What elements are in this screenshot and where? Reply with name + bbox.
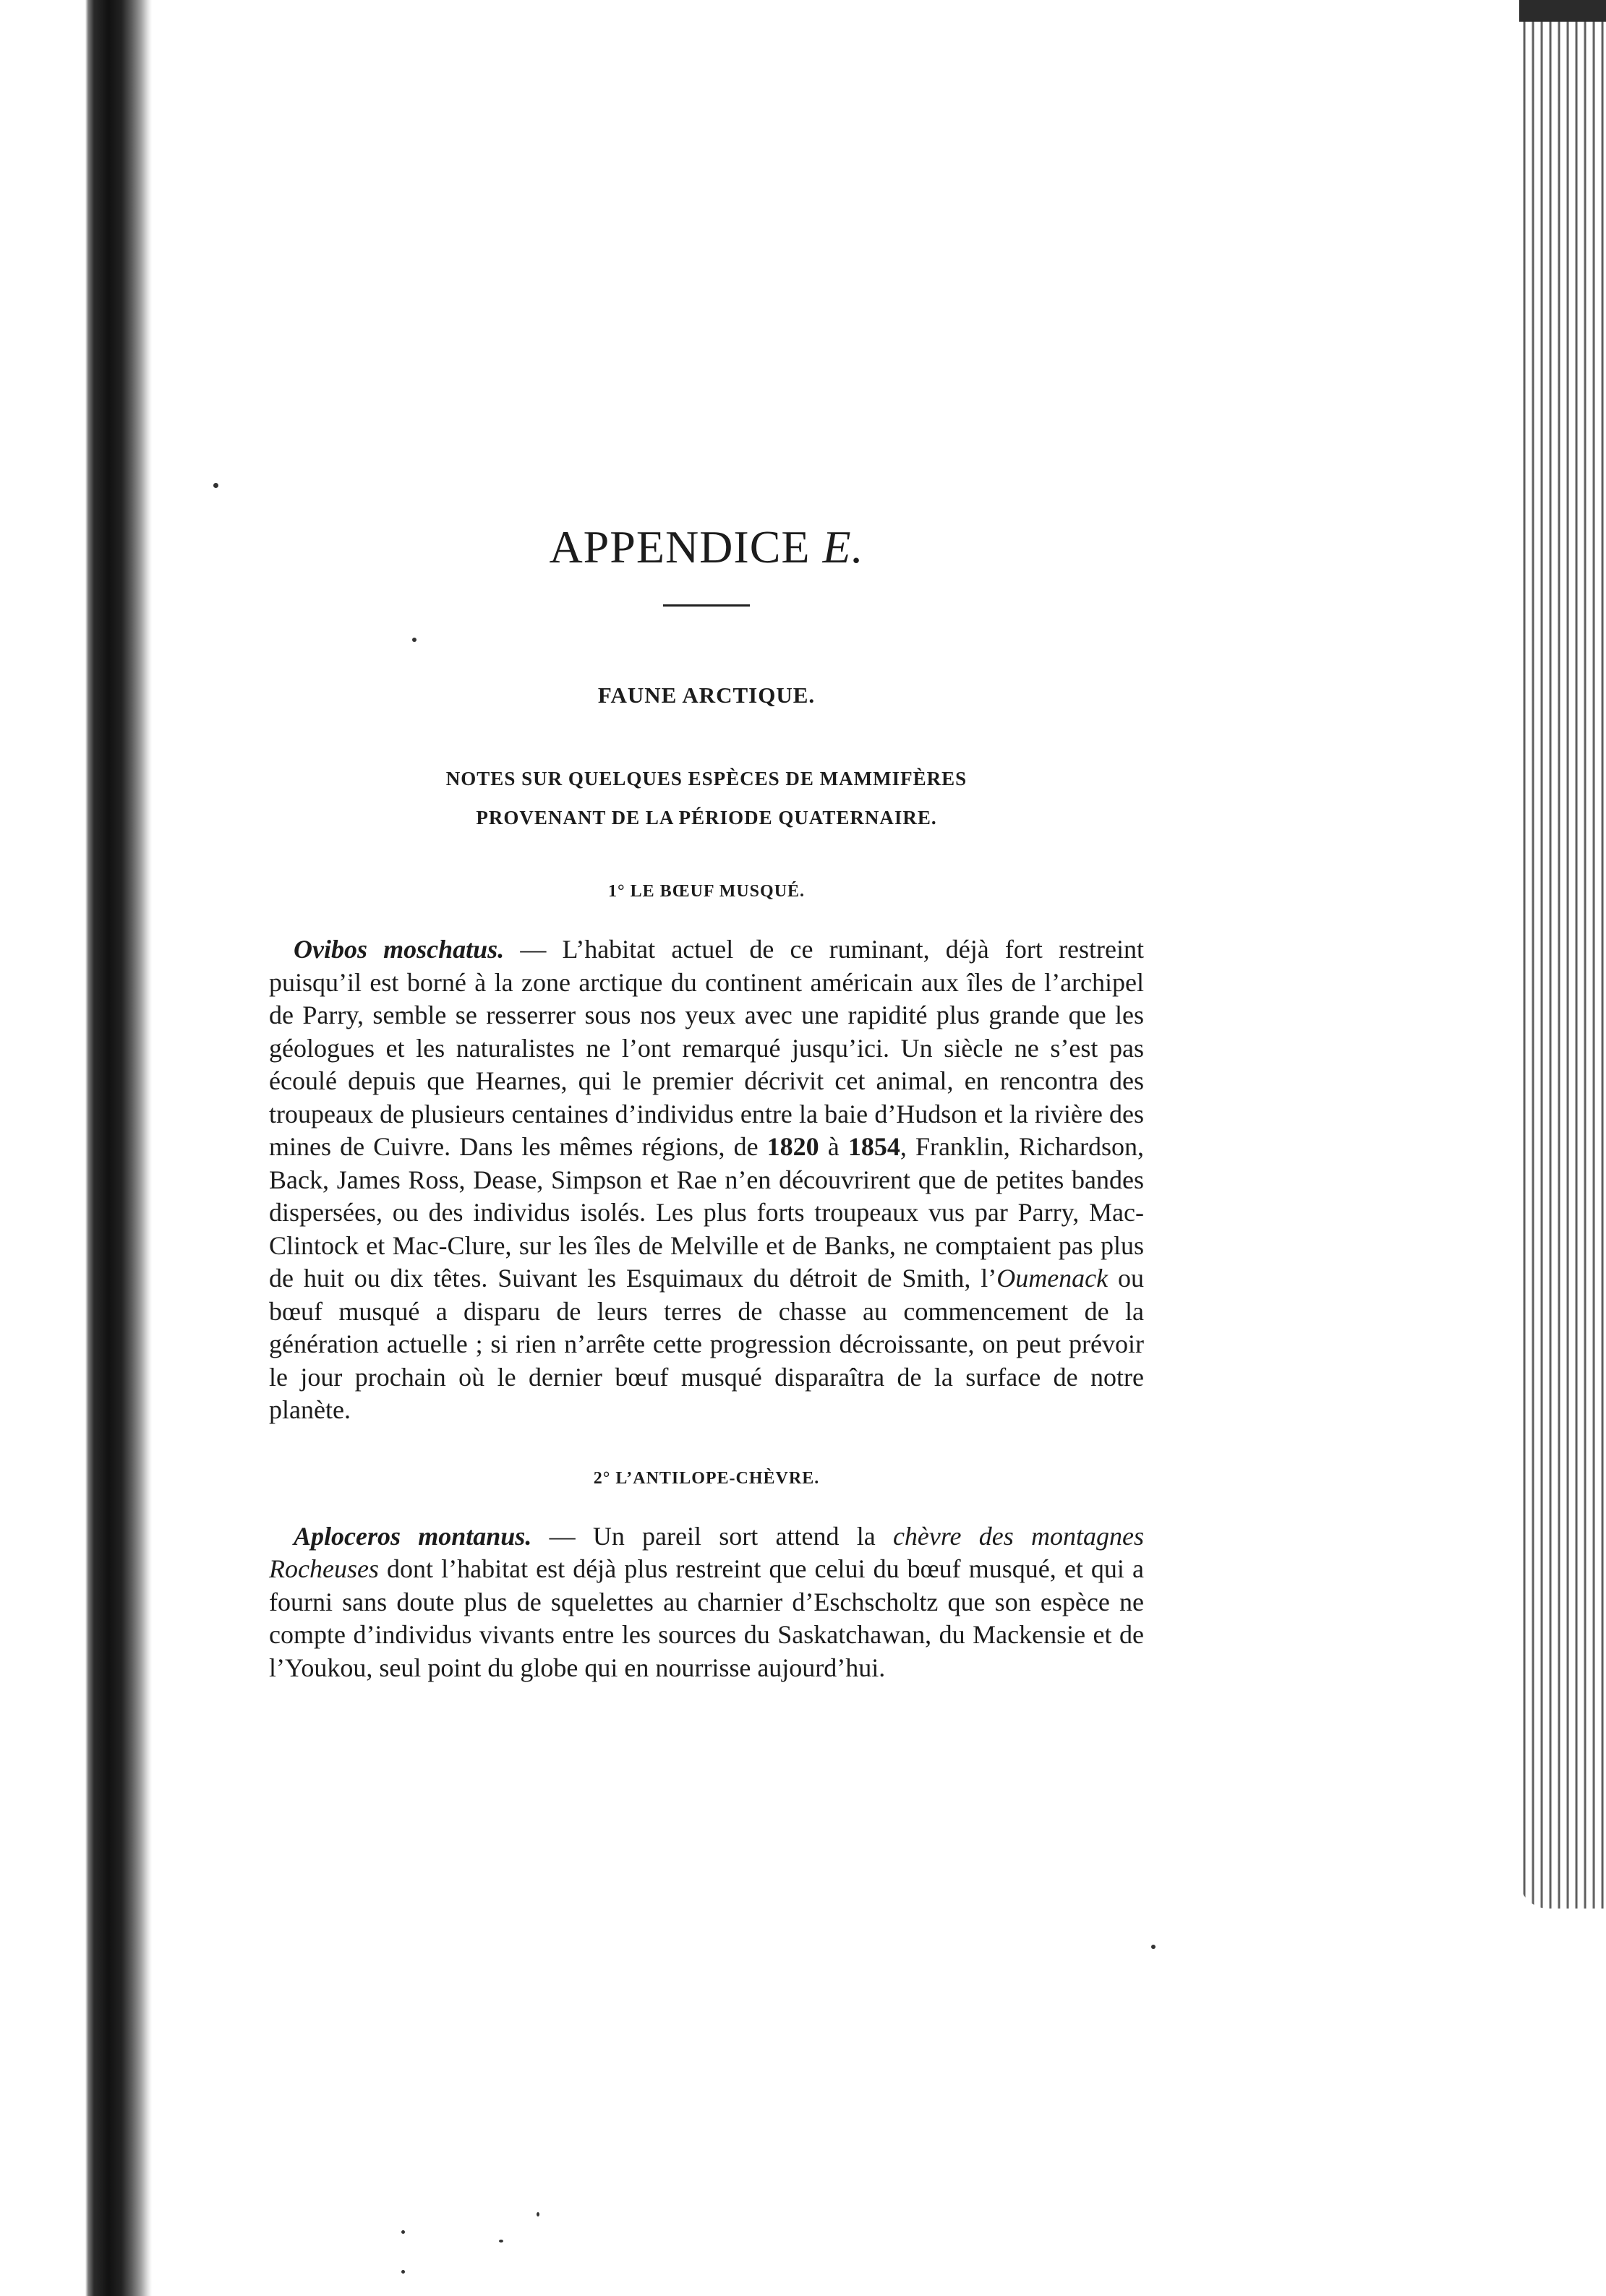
paragraph-1-term: Oumenack	[996, 1264, 1109, 1293]
scan-speck	[412, 638, 417, 642]
paragraph-2-term: chèvre des montagnes Rocheuses	[269, 1521, 1144, 1583]
title-rule	[663, 604, 750, 607]
paragraph-1-text-d: ou bœuf musqué a disparu de leurs terres de chasse au commencement de la génération actuelle ; si rien n’arrête cette progression décroissante, on peut prévoir le jour prochain où le dernier bœuf musqué disparaîtra de la surface de notre planète.	[269, 1264, 1144, 1424]
paragraph-1-text-a: — L’habitat actuel de ce ruminant, déjà fort restreint puisqu’il est borné à la zone arctique du continent américain aux îles de l’archipel de Parry, semble se resserrer sous nos yeux avec une rapidité plus grande que les géologues et les naturalistes ne l’ont remarqué jusqu’ici. Un siècle ne s’est pas écoulé depuis que Hearnes, qui le premier décrivit cet animal, en rencontra des troupeaux de plusieurs centaines d’individus entre la baie d’Hudson et la rivière des mines de Cuivre. Dans les mêmes régions, de	[269, 935, 1144, 1161]
paragraph-2-text-b: dont l’habitat est déjà plus restreint que celui du bœuf musqué, et qui a fourni sans doute plus de squelettes au charnier d’Eschscholtz que son espèce ne compte d’individus vivants entre les sources du Saskatchawan, du Mackensie et de l’Youkou, seul point du globe qui en nourrisse aujourd’hui.	[269, 1554, 1144, 1682]
scan-speck	[213, 483, 218, 488]
scan-speck	[401, 2230, 405, 2234]
section-1-number: 1°	[607, 882, 625, 901]
notes-heading	[269, 759, 1144, 837]
section-1-title: LE BŒUF MUSQUÉ.	[630, 882, 806, 901]
appendix-prefix: APPENDICE	[549, 521, 811, 573]
binding-gutter	[0, 0, 152, 2296]
paragraph-1-year-2: 1854	[847, 1132, 900, 1161]
section-2-heading	[269, 1469, 1144, 1488]
scan-speck	[1151, 1945, 1156, 1949]
page-text	[269, 521, 1144, 1726]
paragraph-1-text-b: à	[819, 1132, 848, 1161]
scan-speck	[537, 2212, 539, 2216]
scan-speck	[401, 2270, 405, 2274]
page-edges	[1519, 0, 1606, 1909]
paragraph-2-lead: Aploceros montanus.	[294, 1521, 532, 1551]
scan-speck	[499, 2240, 503, 2243]
section-1-heading	[269, 882, 1144, 901]
paragraph-1-year-1: 1820	[766, 1132, 819, 1161]
paragraph-2-text-a: — Un pareil sort attend la	[531, 1521, 893, 1551]
subtitle: FAUNE ARCTIQUE.	[597, 682, 816, 708]
paragraph-1-text-c: , Franklin, Richardson, Back, James Ross, Dease, Simpson et Rae n’en découvrirent que de petites bandes dispersées, ou des individus isolés. Les plus forts troupeaux vus par Parry, Mac-Clintock et Mac-Clure, sur les îles de Melville et de Banks, ne comptaient pas plus de huit ou dix têtes. Suivant les Esquimaux du détroit de Smith, l’	[269, 1132, 1145, 1293]
notes-line-2: PROVENANT DE LA PÉRIODE QUATERNAIRE.	[476, 807, 937, 828]
paragraph-2	[269, 1520, 1144, 1685]
paragraph-1-lead: Ovibos moschatus.	[294, 935, 505, 964]
notes-line-1: NOTES SUR QUELQUES ESPÈCES DE MAMMIFÈRES	[445, 768, 968, 789]
appendix-letter: E.	[822, 521, 864, 573]
section-2-number: 2°	[593, 1468, 611, 1488]
page-edges-top	[1519, 0, 1606, 22]
appendix-title	[269, 521, 1144, 574]
section-2-title: L’ANTILOPE-CHÈVRE.	[615, 1468, 820, 1488]
paragraph-1	[269, 933, 1144, 1427]
